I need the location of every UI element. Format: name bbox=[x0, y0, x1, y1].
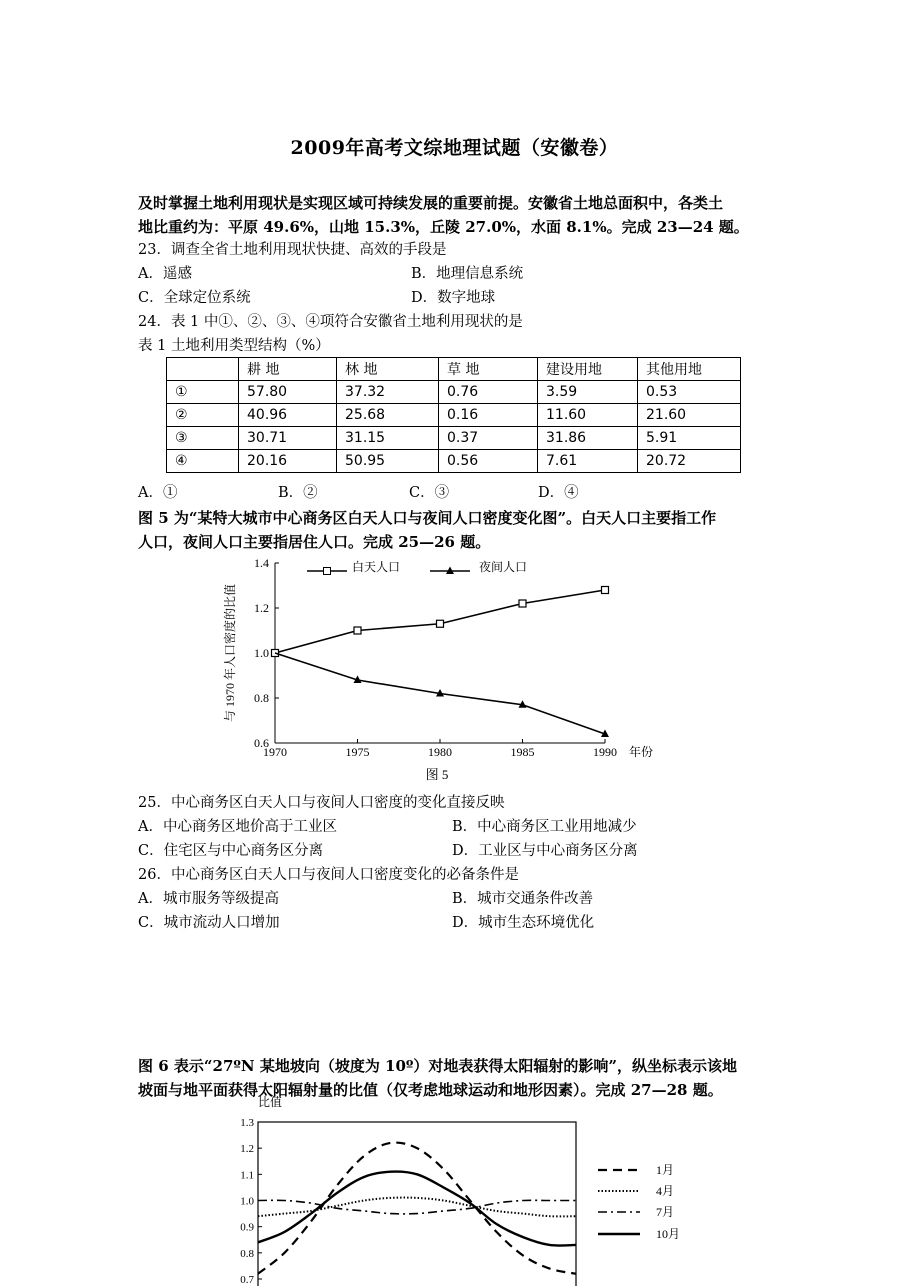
y-tick-label: 1.0 bbox=[240, 1195, 254, 1208]
table-cell: 0.37 bbox=[439, 427, 538, 450]
table-cell: 3.59 bbox=[538, 381, 638, 404]
table-cell: ④ bbox=[167, 450, 239, 473]
question-stem-26: 26．中心商务区白天人口与夜间人口密度变化的必备条件是 bbox=[138, 867, 519, 883]
table-cell: ① bbox=[167, 381, 239, 404]
intro-line: 地比重约为：平原 49.6%，山地 15.3%，丘陵 27.0%，水面 8.1%。完成 23—24 题。 bbox=[138, 218, 749, 236]
x-tick-label: 1975 bbox=[345, 745, 370, 759]
y-tick-label: 1.4 bbox=[254, 556, 269, 570]
table-cell: 37.32 bbox=[337, 381, 439, 404]
figure-caption: 图 5 bbox=[425, 767, 449, 782]
y-tick-label: 0.8 bbox=[240, 1247, 254, 1260]
table-cell: 50.95 bbox=[337, 450, 439, 473]
intro-paragraph-1 bbox=[138, 191, 778, 239]
option-23-d: D．数字地球 bbox=[411, 290, 496, 306]
option-25-c: C．住宅区与中心商务区分离 bbox=[138, 843, 324, 859]
option-26-b: B．城市交通条件改善 bbox=[452, 891, 594, 907]
table-cell: 20.16 bbox=[239, 450, 337, 473]
figure-6-chart bbox=[220, 1094, 700, 1286]
table-cell: 20.72 bbox=[638, 450, 741, 473]
legend-night-marker bbox=[446, 567, 454, 575]
x-tick-label: 1990 bbox=[593, 745, 617, 759]
table-row bbox=[167, 427, 741, 450]
option-24-b: B．② bbox=[278, 485, 318, 501]
table-header-cell bbox=[167, 358, 239, 381]
y-tick-label: 1.3 bbox=[240, 1117, 254, 1129]
plot-frame bbox=[258, 1122, 576, 1286]
figure-5-chart bbox=[200, 553, 680, 788]
question-stem-23: 23．调查全省土地利用现状快捷、高效的手段是 bbox=[138, 242, 447, 258]
table-cell: 5.91 bbox=[638, 427, 741, 450]
y-tick-label: 1.0 bbox=[254, 646, 269, 660]
table-cell: ② bbox=[167, 404, 239, 427]
table-header-cell: 其他用地 bbox=[638, 358, 741, 381]
table-row bbox=[167, 450, 741, 473]
y-tick-label: 0.8 bbox=[254, 691, 269, 705]
table-row bbox=[167, 404, 741, 427]
daytime-point bbox=[602, 587, 609, 594]
y-tick-label: 0.7 bbox=[240, 1274, 254, 1286]
table-cell: 30.71 bbox=[239, 427, 337, 450]
daytime-point bbox=[437, 620, 444, 627]
table-cell: 31.15 bbox=[337, 427, 439, 450]
table-header-cell: 林 地 bbox=[337, 358, 439, 381]
option-24-d: D．④ bbox=[538, 485, 579, 501]
table-cell: 7.61 bbox=[538, 450, 638, 473]
option-25-b: B．中心商务区工业用地减少 bbox=[452, 819, 637, 835]
table-row bbox=[167, 381, 741, 404]
option-23-a: A．遥感 bbox=[138, 266, 192, 282]
oct-series-line bbox=[258, 1172, 576, 1246]
table-cell: 40.96 bbox=[239, 404, 337, 427]
table-cell: ③ bbox=[167, 427, 239, 450]
option-25-a: A．中心商务区地价高于工业区 bbox=[138, 819, 337, 835]
y-tick-label: 1.2 bbox=[240, 1143, 254, 1156]
option-26-a: A．城市服务等级提高 bbox=[138, 891, 279, 907]
jul-series-line bbox=[258, 1200, 576, 1214]
legend-label: 1月 bbox=[656, 1163, 675, 1177]
table-cell: 21.60 bbox=[638, 404, 741, 427]
y-axis-label: 比值 bbox=[258, 1095, 283, 1109]
land-use-table bbox=[166, 357, 741, 473]
x-tick-label: 1985 bbox=[510, 745, 535, 759]
intro-line: 坡面与地平面获得太阳辐射量的比值（仅考虑地球运动和地形因素）。完成 27—28 题。 bbox=[138, 1081, 723, 1099]
legend-daytime-label: 白天人口 bbox=[352, 560, 401, 574]
y-tick-label: 0.9 bbox=[240, 1221, 254, 1234]
page-title: 2009年高考文综地理试题（安徽卷） bbox=[290, 137, 619, 159]
legend-label: 7月 bbox=[656, 1205, 675, 1219]
intro-line: 图 5 为“某特大城市中心商务区白天人口与夜间人口密度变化图”。白天人口主要指工作 bbox=[138, 509, 717, 527]
table-header-row bbox=[167, 358, 741, 381]
option-23-c: C．全球定位系统 bbox=[138, 290, 251, 306]
legend-label: 10月 bbox=[656, 1227, 681, 1241]
table-cell: 25.68 bbox=[337, 404, 439, 427]
legend-daytime-marker bbox=[324, 568, 331, 575]
jan-series-line bbox=[258, 1143, 576, 1274]
option-26-c: C．城市流动人口增加 bbox=[138, 915, 280, 931]
table-cell: 57.80 bbox=[239, 381, 337, 404]
table-header-cell: 建设用地 bbox=[538, 358, 638, 381]
option-24-c: C．③ bbox=[409, 485, 450, 501]
y-tick-label: 1.2 bbox=[254, 601, 269, 615]
intro-line: 人口，夜间人口主要指居住人口。完成 25—26 题。 bbox=[138, 533, 491, 551]
question-stem-25: 25．中心商务区白天人口与夜间人口密度的变化直接反映 bbox=[138, 795, 505, 811]
intro-paragraph-2 bbox=[138, 506, 778, 554]
legend-label: 4月 bbox=[656, 1184, 675, 1198]
table-cell: 31.86 bbox=[538, 427, 638, 450]
option-26-d: D．城市生态环境优化 bbox=[452, 915, 595, 931]
table-header-cell: 耕 地 bbox=[239, 358, 337, 381]
x-tick-label: 1980 bbox=[428, 745, 452, 759]
intro-line: 及时掌握土地利用现状是实现区域可持续发展的重要前提。安徽省土地总面积中，各类土 bbox=[138, 194, 724, 212]
table-cell: 0.16 bbox=[439, 404, 538, 427]
table-cell: 0.56 bbox=[439, 450, 538, 473]
table-cell: 0.76 bbox=[439, 381, 538, 404]
option-23-b: B．地理信息系统 bbox=[411, 266, 524, 282]
intro-line: 图 6 表示“27ºN 某地坡向（坡度为 10º）对地表获得太阳辐射的影响”，纵坐标表示该地 bbox=[138, 1057, 738, 1075]
daytime-point bbox=[354, 627, 361, 634]
table-cell: 11.60 bbox=[538, 404, 638, 427]
option-25-d: D．工业区与中心商务区分离 bbox=[452, 843, 638, 859]
table-cell: 0.53 bbox=[638, 381, 741, 404]
table-header-cell: 草 地 bbox=[439, 358, 538, 381]
option-24-a: A．① bbox=[138, 485, 178, 501]
y-axis-label: 与 1970 年人口密度的比值 bbox=[223, 583, 237, 723]
daytime-point bbox=[519, 600, 526, 607]
x-tick-label: 1970 bbox=[263, 745, 287, 759]
x-axis-unit: 年份 bbox=[629, 745, 654, 759]
y-tick-label: 1.1 bbox=[240, 1169, 254, 1182]
legend-night-label: 夜间人口 bbox=[479, 560, 528, 574]
y-tick-label: 0.6 bbox=[254, 736, 269, 750]
table-caption: 表 1 土地利用类型结构（%） bbox=[138, 338, 330, 354]
question-stem-24: 24．表 1 中①、②、③、④项符合安徽省土地利用现状的是 bbox=[138, 314, 523, 330]
